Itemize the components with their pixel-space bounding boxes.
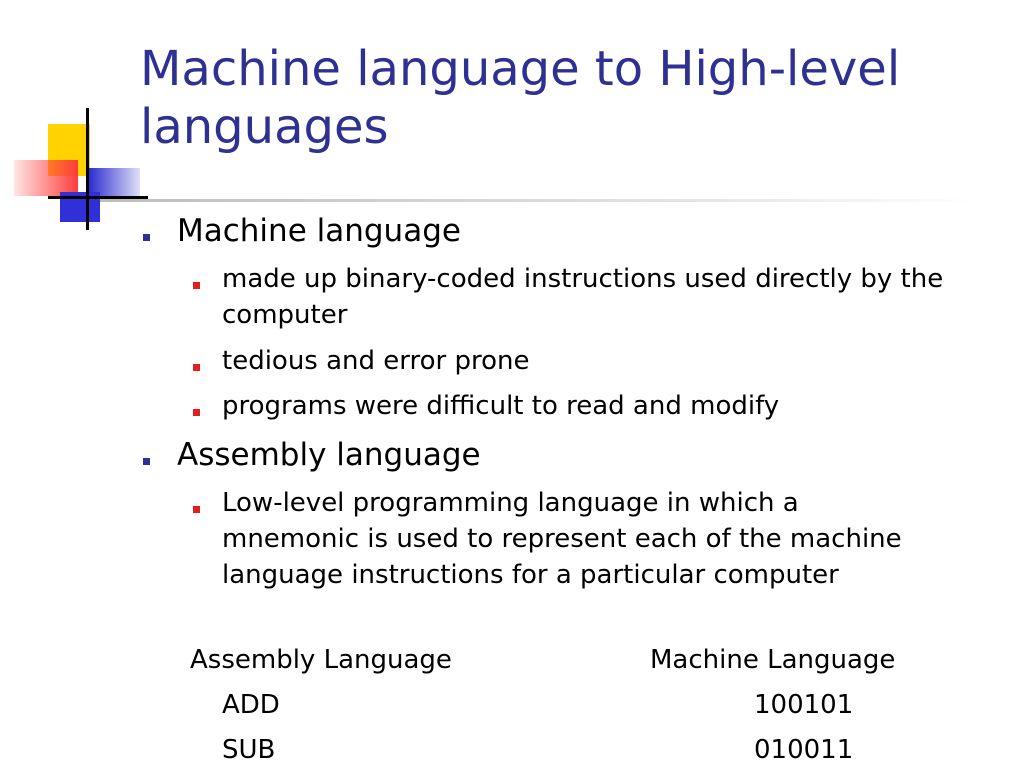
sub-bullet-icon	[193, 409, 200, 416]
machine-language-point-2: tedious and error prone	[222, 346, 530, 376]
sub-bullet-icon	[193, 364, 200, 371]
logo-vertical-line	[86, 108, 89, 230]
assembly-language-point-1: Low-level programming language in which a mnemonic is used to represent each of the machine language instructions for a particular computer	[222, 488, 902, 590]
table-row-2-machine: 010011	[754, 735, 854, 765]
table-row-1-assembly: ADD	[222, 690, 280, 720]
table-header-machine: Machine Language	[650, 645, 896, 675]
sub-bullet-icon	[193, 506, 200, 513]
section-heading-machine-language: Machine language	[177, 213, 461, 249]
table-header-assembly: Assembly Language	[190, 645, 452, 675]
table-row-1-machine: 100101	[754, 690, 854, 720]
slide-title: Machine language to High-level languages	[140, 41, 901, 155]
machine-language-point-3: programs were difficult to read and modify	[222, 391, 780, 421]
bullet-icon	[143, 234, 150, 241]
table-row-2-assembly: SUB	[222, 735, 276, 765]
logo-red-bar	[14, 160, 78, 196]
section-heading-assembly-language: Assembly language	[177, 437, 481, 473]
title-underline	[100, 199, 980, 202]
machine-language-point-1: made up binary-coded instructions used directly by the computer	[222, 264, 944, 330]
sub-bullet-icon	[193, 282, 200, 289]
decorative-logo	[0, 0, 150, 240]
bullet-icon	[143, 458, 150, 465]
